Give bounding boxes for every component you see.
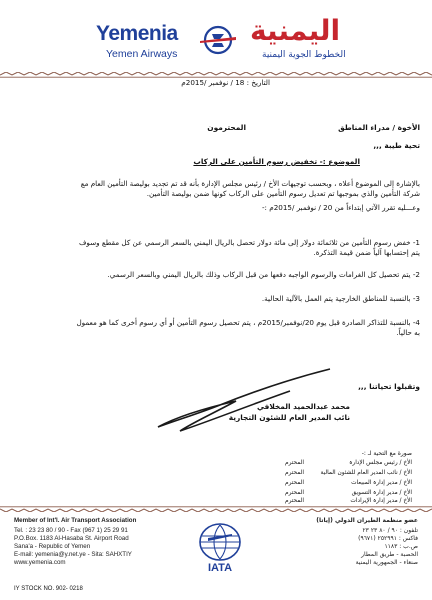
yemenia-emblem-icon [196, 24, 240, 56]
copy-honorific: المحترم [284, 490, 304, 496]
logo-english: Yemenia [96, 22, 178, 45]
copy-honorific: المحترم [284, 470, 304, 476]
footer-en-line: E-mail: yemenia@y.net.ye - Sita: SAHXTIY [14, 551, 132, 558]
signatory-name: محمد عبدالحميد المخلافي [257, 402, 350, 411]
paragraph-line-2: شركة التأمين والذي بموجبها تم تعديل رسوم التأمين على الركاب كونها ضمن بوليصة التأمين. [146, 189, 420, 198]
copy-recipient: الأخ / نائب المدير العام للشئون المالية [320, 470, 412, 476]
addressee: الأخوة / مدراء المناطق [338, 123, 420, 132]
footer-en-line: www.yemenia.com [14, 559, 66, 566]
copy-honorific: المحترم [284, 498, 304, 504]
copy-recipient: الأخ / مدير إدارة المبيعات [351, 480, 412, 486]
list-item-line-1: 3- بالنسبة للمناطق الخارجية يتم العمل بالآلية الحالية. [261, 294, 420, 303]
copy-recipient: الأخ / رئيس مجلس الإدارة [349, 460, 412, 466]
logo-english-subtitle: Yemen Airways [106, 48, 178, 60]
footer-en-line: Member of Int'l. Air Transport Association [14, 517, 137, 524]
decision-intro: وعـــليه تقرر الآتي إبتداءاً من 20 / نوفمبر /2015م :- [261, 203, 420, 212]
footer-ar-line: تلفون : ٩٠ / ٨٠ ٢٣ ٢٣ [362, 527, 418, 534]
footer-ar-line: عضو منظمة الطيران الدولي (إياتا) [316, 517, 418, 524]
closing: وتقبلوا تحياتنا ,,, [358, 382, 420, 391]
intro-paragraph [20, 179, 420, 199]
list-item [20, 270, 420, 280]
letter-date: التاريخ : 18 / نوفمبر /2015م [181, 78, 270, 87]
footer-ar-line: الحصبة - طريق المطار [361, 551, 418, 558]
decorative-border-bottom [0, 506, 432, 512]
logo-arabic-subtitle: الخطوط الجوية اليمنية [262, 50, 346, 60]
list-item [20, 294, 420, 304]
greeting: تحية طيبة ,,, [373, 141, 420, 150]
signature-stroke [140, 365, 340, 435]
list-item-line-1: 2- يتم تحصيل كل الغرامات والرسوم الواجبه دفعها من قبل الركاب وذلك بالريال اليمني وبالسعر الرسمي. [107, 270, 420, 279]
copy-recipient: الأخ / مدير إدارة التسويق [351, 490, 412, 496]
copy-honorific: المحترم [284, 480, 304, 486]
paragraph-line-1: بالإشارة إلى الموضوع أعلاه ، وبحسب توجيهات الأخ / رئيس مجلس الإدارة بأنه قد تم تجديد بوليصة التأمين العام مع [80, 179, 420, 188]
list-item-line-1: 4- بالنسبة للتذاكر الصادرة قبل يوم 20/نوفمبر/2015م ، يتم تحصيل رسوم التأمين أو أي رسوم أخرى كما هو معمول [76, 318, 420, 327]
footer-ar-line: فاكس : ٢٥٢٩٩١ (٩٦٧١) [358, 535, 418, 542]
list-item-line-2: يتم إحتسابها آلياً ضمن قيمة التذكرة. [313, 248, 420, 257]
footer-en-line: Sana'a - Republic of Yemen [14, 543, 91, 550]
list-item-line-2: به حالياً. [396, 328, 420, 337]
footer-ar-line: ص.ب : ١١٨٣ [384, 543, 418, 550]
list-item [20, 238, 420, 258]
footer-en-line: P.O.Box. 1183 Al-Hasaba St. Airport Road [14, 535, 129, 542]
list-item [20, 318, 420, 338]
signatory-title: نائب المدير العام للشئون التجارية [228, 413, 350, 422]
iata-wordmark: IATA [207, 562, 233, 574]
footer-en-line: Tel. : 23 23 80 / 90 - Fax (967 1) 25 29 91 [14, 527, 128, 534]
logo-arabic: اليمنية [250, 14, 341, 47]
footer-ar-line: صنعاء - الجمهورية اليمنية [355, 559, 418, 566]
honorific: المحترمون [207, 123, 246, 132]
copy-recipient: الأخ / مدير إدارة الإيرادات [350, 498, 412, 504]
subject-line: الموضوع :- تخفيض رسوم التأمين على الركاب [193, 157, 360, 166]
copy-honorific: المحترم [284, 460, 304, 466]
copies-heading: صورة مع التحية لـ :- [361, 450, 412, 457]
stock-number: IY STOCK NO. 902- 0218 [14, 586, 83, 592]
list-item-line-1: 1- خفض رسوم التأمين من ثلاثمائة دولار إلى مائة دولار تحصل بالريال اليمني بالسعر الرسمي عن كل مقطع وسوف [78, 238, 420, 247]
